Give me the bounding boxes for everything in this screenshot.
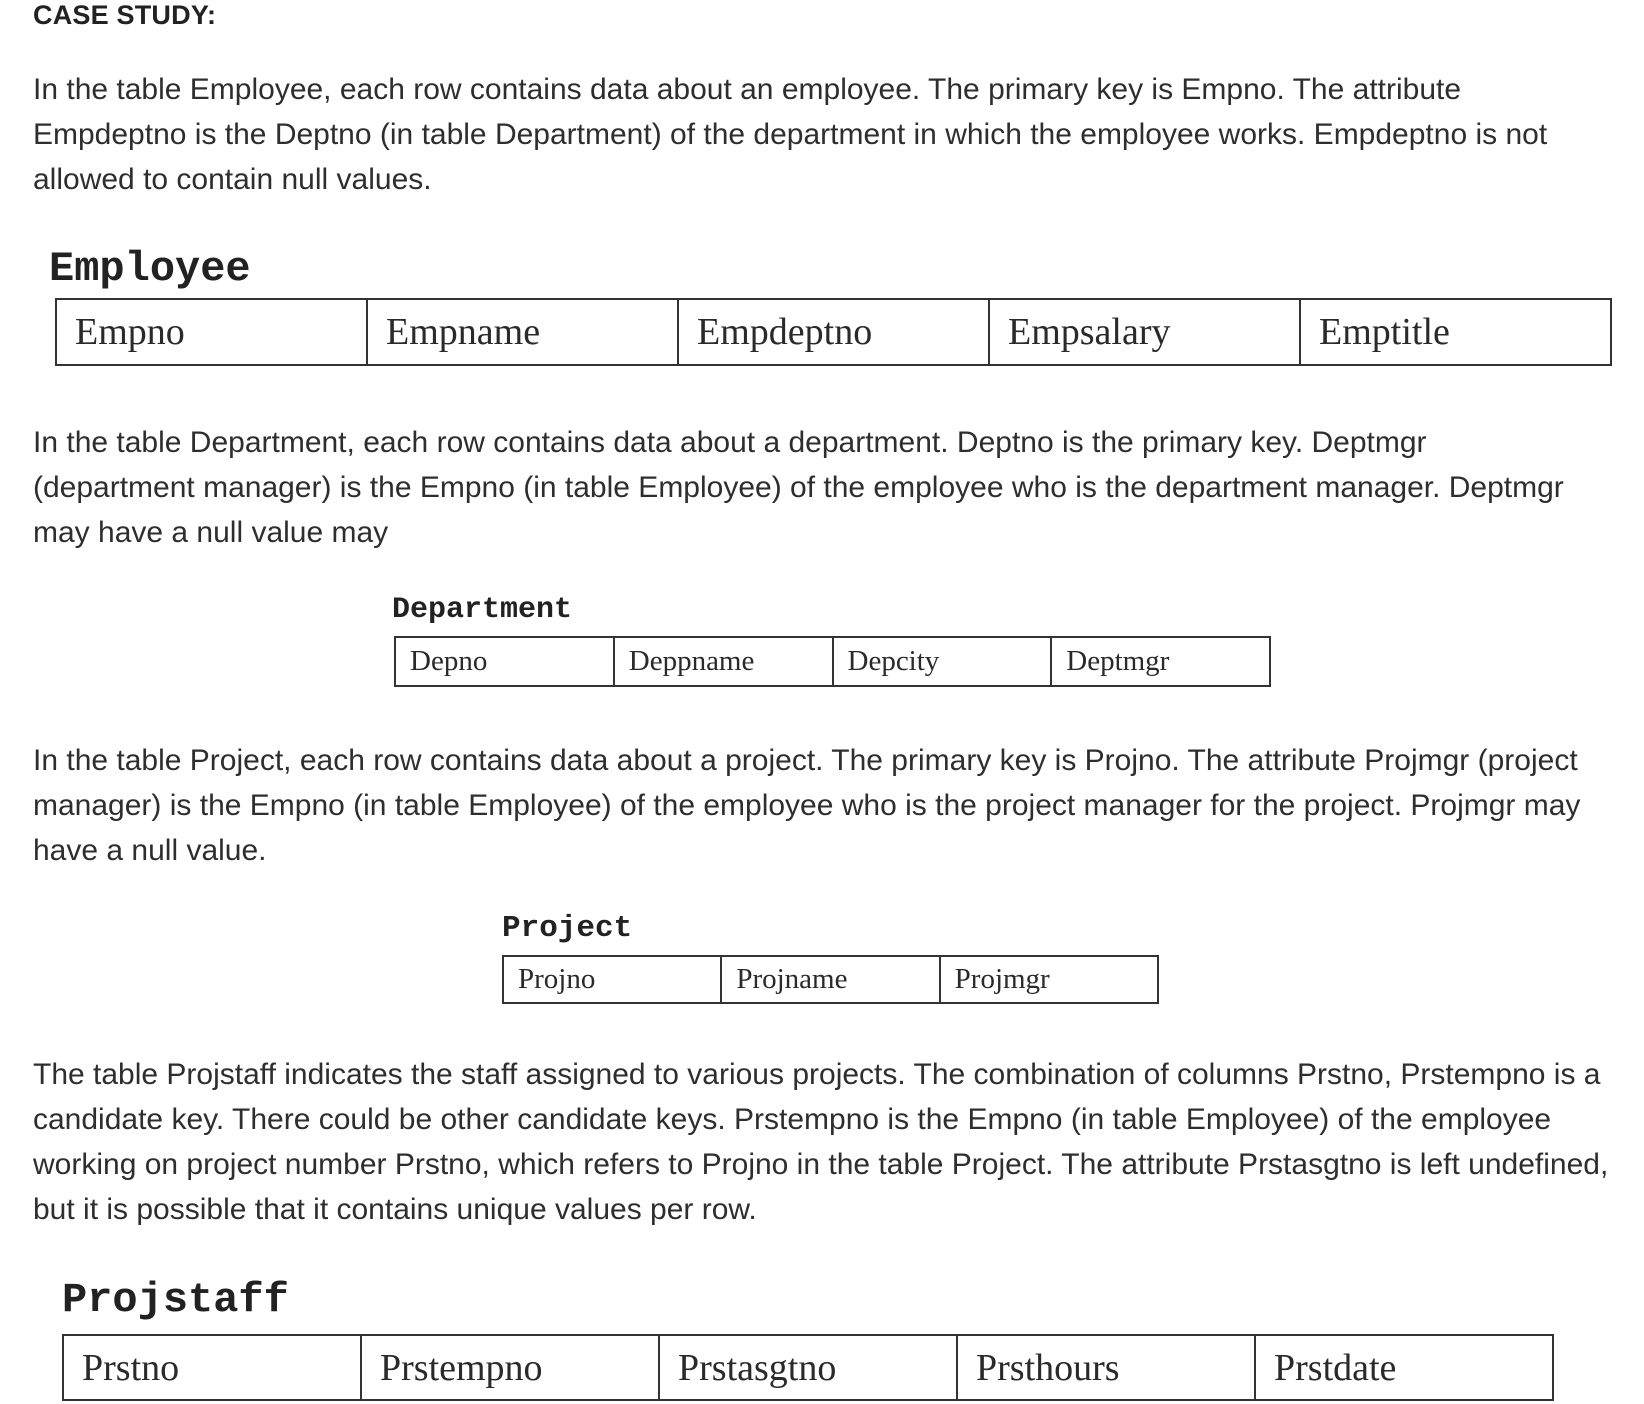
table-column-header: Depno xyxy=(395,637,614,686)
table-column-header: Prsthours xyxy=(957,1335,1255,1400)
employee-table-title: Employee xyxy=(49,245,251,293)
project-columns-row xyxy=(503,956,1158,1003)
table-column-header: Projmgr xyxy=(940,956,1158,1003)
table-column-header: Deptmgr xyxy=(1051,637,1270,686)
projstaff-description: The table Projstaff indicates the staff assigned to various projects. The combination of columns Prstno, Prstempno is a candidate key. There could be other candidate keys. Prstempno is the Empno (in table Employee) of the employee working on project number Prstno, which refers to Projno in the table Project. The attribute Prstasgtno is left undefined, but it is possible that it contains unique values per row. xyxy=(33,1058,1609,1226)
table-column-header: Prstdate xyxy=(1255,1335,1553,1400)
department-table xyxy=(394,636,1271,687)
case-study-heading: CASE STUDY: xyxy=(33,0,217,30)
project-table-title: Project xyxy=(502,911,633,946)
table-column-header: Projno xyxy=(503,956,721,1003)
table-column-header: Empname xyxy=(367,299,678,365)
projstaff-table-title: Projstaff xyxy=(62,1276,289,1324)
table-column-header: Emptitle xyxy=(1300,299,1611,365)
department-description: In the table Department, each row contains data about a department. Deptno is the primary key. Deptmgr (department manager) is the Empno (in table Employee) of the employee who is the department manager. Deptmgr may have a null value may xyxy=(33,426,1564,549)
employee-columns-row xyxy=(56,299,1611,365)
project-description: In the table Project, each row contains data about a project. The primary key is Projno. The attribute Projmgr (project manager) is the Empno (in table Employee) of the employee who is the project manager for the project. Projmgr may have a null value. xyxy=(33,744,1581,867)
projstaff-columns-row xyxy=(63,1335,1553,1400)
table-column-header: Depcity xyxy=(833,637,1052,686)
table-column-header: Projname xyxy=(721,956,939,1003)
table-column-header: Prstasgtno xyxy=(659,1335,957,1400)
department-table-title: Department xyxy=(392,593,573,627)
table-column-header: Prstempno xyxy=(361,1335,659,1400)
department-columns-row xyxy=(395,637,1270,686)
employee-description: In the table Employee, each row contains data about an employee. The primary key is Empno. The attribute Empdeptno is the Deptno (in table Department) of the department in which the employee works. Empdeptno is not allowed to contain null values. xyxy=(33,73,1548,196)
projstaff-table xyxy=(62,1334,1554,1401)
project-table xyxy=(502,955,1159,1004)
table-column-header: Prstno xyxy=(63,1335,361,1400)
employee-table xyxy=(55,298,1612,366)
table-column-header: Empno xyxy=(56,299,367,365)
table-column-header: Empdeptno xyxy=(678,299,989,365)
table-column-header: Deppname xyxy=(614,637,833,686)
table-column-header: Empsalary xyxy=(989,299,1300,365)
